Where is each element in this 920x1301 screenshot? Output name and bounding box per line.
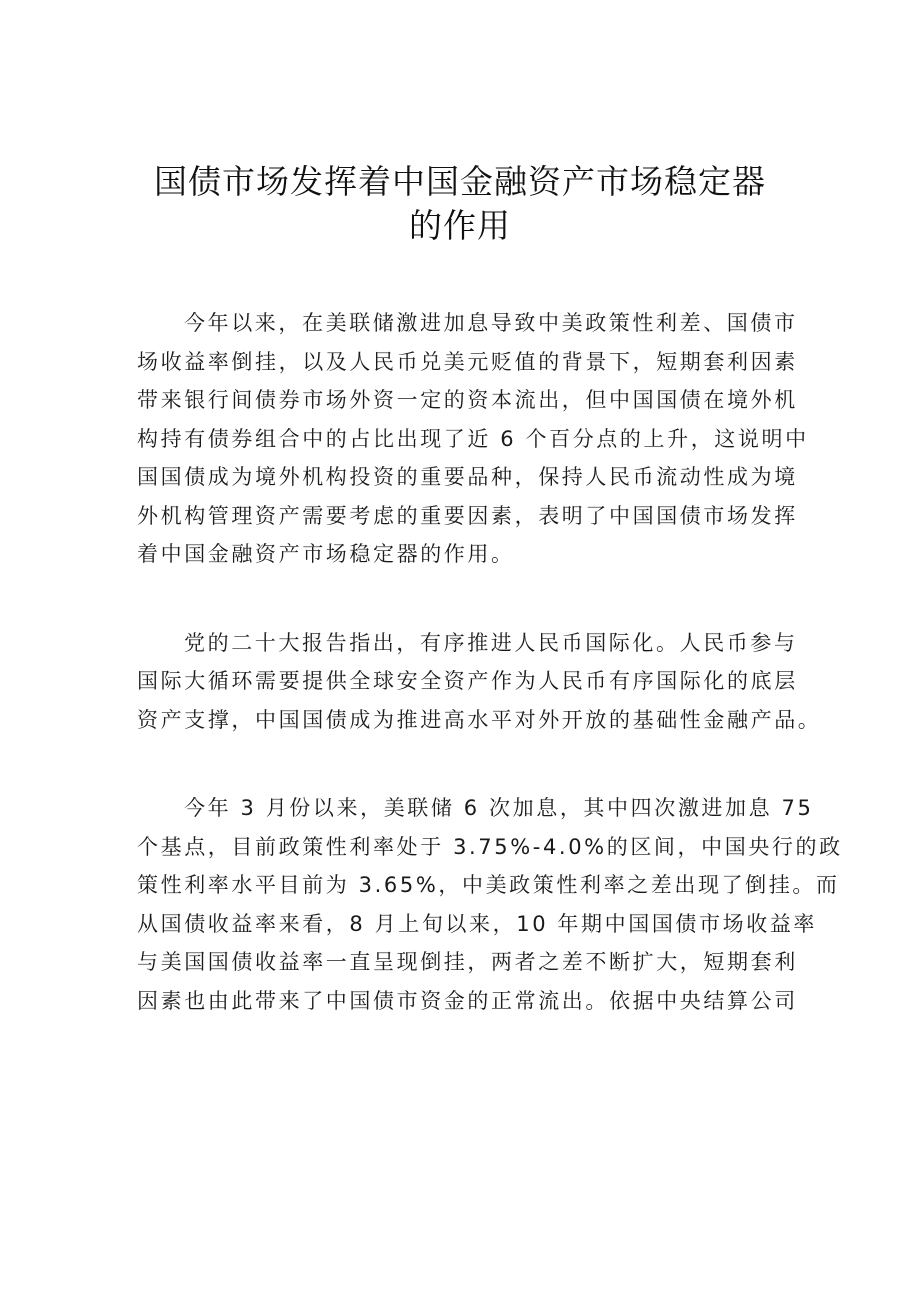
title-line-1: 国债市场发挥着中国金融资产市场稳定器	[154, 162, 766, 201]
paragraph-line: 外机构管理资产需要考虑的重要因素，表明了中国国债市场发挥	[137, 503, 798, 528]
paragraph-line: 党的二十大报告指出，有序推进人民币国际化。人民币参与	[184, 630, 798, 655]
paragraph-line: 着中国金融资产市场稳定器的作用。	[137, 542, 515, 566]
paragraph-line: 从国债收益率来看，8 月上旬以来，10 年期中国国债市场收益率	[137, 911, 818, 936]
paragraph-line: 今年 3 月份以来，美联储 6 次加息，其中四次激进加息 75	[184, 796, 814, 820]
paragraph-line: 资产支撑，中国国债成为推进高水平对外开放的基础性金融产品。	[137, 707, 822, 732]
paragraph-line: 因素也由此带来了中国债市资金的正常流出。依据中央结算公司	[137, 988, 798, 1013]
document-body	[137, 304, 843, 1070]
title-line-2: 的作用	[409, 206, 511, 245]
paragraph-line: 带来银行间债券市场外资一定的资本流出，但中国国债在境外机	[137, 388, 798, 412]
paragraph-3	[137, 789, 843, 1020]
paragraph-line: 与美国国债收益率一直呈现倒挂，两者之差不断扩大，短期套利	[137, 950, 798, 974]
paragraph-line: 个基点，目前政策性利率处于 3.75%-4.0%的区间，中国央行的政	[137, 834, 843, 859]
paragraph-line: 构持有债券组合中的占比出现了近 6 个百分点的上升，这说明中	[137, 426, 809, 451]
paragraph-line: 策性利率水平目前为 3.65%，中美政策性利率之差出现了倒挂。而	[137, 873, 840, 897]
paragraph-line: 国际大循环需要提供全球安全资产作为人民币有序国际化的底层	[137, 669, 798, 693]
paragraph-line: 今年以来，在美联储激进加息导致中美政策性利差、国债市	[184, 311, 798, 335]
paragraph-2	[137, 624, 822, 740]
paragraph-line: 场收益率倒挂，以及人民币兑美元贬值的背景下，短期套利因素	[137, 349, 798, 374]
paragraph-1	[137, 304, 809, 574]
paragraph-line: 国国债成为境外机构投资的重要品种，保持人民币流动性成为境	[137, 465, 798, 489]
document-title	[120, 160, 800, 248]
